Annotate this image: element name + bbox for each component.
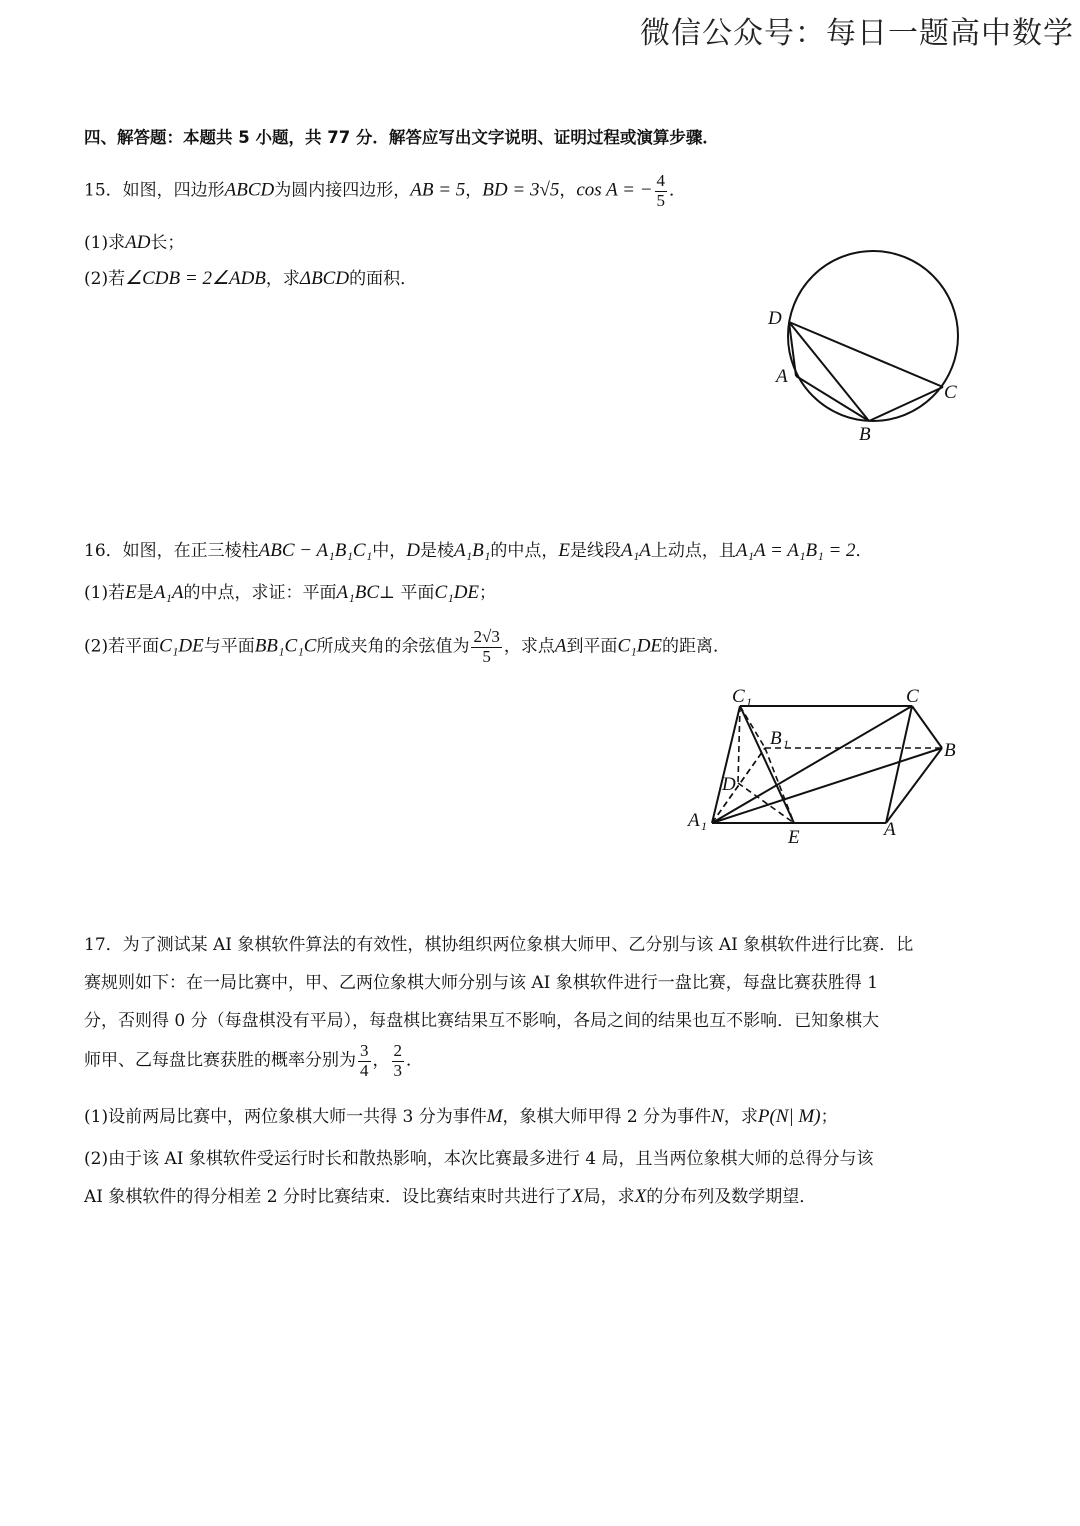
q15-label-d: D	[768, 308, 782, 329]
q17-text: AI 象棋软件的得分相差 2 分时比赛结束．设比赛结束时共进行了	[84, 1187, 573, 1207]
q16-math: A₁A	[153, 582, 184, 603]
q16-label-c1: C	[732, 686, 745, 707]
q16-text: 16．如图，在正三棱柱	[84, 541, 259, 561]
q15-end: ．	[669, 180, 687, 201]
q17-frac-den: 3	[393, 1060, 402, 1080]
q16-text: 到平面	[566, 636, 618, 657]
q16-label-sub: 1	[701, 819, 707, 833]
q15-part2	[84, 264, 417, 290]
q17-frac-den: 4	[360, 1060, 369, 1080]
q17-part2-line2	[84, 1182, 816, 1208]
q17-fraction-2	[392, 1042, 405, 1080]
q17-line4	[84, 1042, 423, 1080]
q15-diagonal	[789, 322, 869, 421]
q16-stem	[84, 536, 873, 562]
q16-label-c: C	[906, 686, 919, 707]
q17-frac-num: 2	[393, 1041, 402, 1060]
q15-stem-text: 为圆内接四边形，	[274, 180, 411, 201]
q15-part1-prefix: (1)求	[84, 233, 126, 253]
q16-math: E	[558, 540, 570, 561]
q15-part2-suffix: 的面积．	[349, 269, 418, 289]
q16-text: 中，	[372, 541, 407, 561]
q17-math: X	[634, 1186, 647, 1207]
q16-text: 的距离．	[662, 636, 731, 657]
q16-label-sub: 1	[783, 737, 789, 751]
q15-label-c: C	[944, 382, 957, 403]
q17-math: P(N| M)	[757, 1106, 821, 1127]
q16-edge	[712, 748, 942, 823]
q16-text: 是棱	[419, 541, 454, 561]
q15-label-a: A	[776, 366, 788, 387]
q15-fraction	[655, 172, 668, 210]
q16-math: C₁DE	[434, 582, 480, 603]
q15-segment	[789, 322, 943, 387]
q17-line2: 赛规则如下：在一局比赛中，甲、乙两位象棋大师分别与该 AI 象棋软件进行一盘比赛，每盘比赛获胜得 1	[84, 973, 879, 993]
q17-text: ；	[820, 1107, 838, 1127]
q17-math: X	[572, 1186, 584, 1207]
q16-edge	[712, 706, 740, 823]
q15-part2-mid: ，求	[265, 269, 300, 289]
watermark: 微信公众号：每日一题高中数学	[640, 16, 1074, 51]
q15-math-bd: BD = 3√5	[482, 179, 560, 201]
q17-text: 师甲、乙每盘比赛获胜的概率分别为	[84, 1050, 356, 1071]
q15-stem-text: 15．如图，四边形	[84, 180, 225, 201]
q15-label-b: B	[859, 424, 871, 445]
q15-part1-suffix: 长；	[150, 233, 185, 253]
q17-math: N	[711, 1106, 724, 1127]
q17-frac-num: 3	[360, 1041, 369, 1060]
q15-math-quad: ABCD	[224, 179, 275, 201]
q16-frac-den: 5	[482, 646, 491, 666]
q16-text: ；	[479, 583, 497, 603]
q17-text: ，求	[723, 1107, 758, 1127]
q16-math: A₁BC	[336, 582, 380, 603]
q16-text: 与平面	[203, 636, 255, 657]
q16-math: C₁DE	[617, 635, 663, 657]
q16-math: D	[406, 540, 420, 561]
q16-math: E	[125, 582, 137, 603]
q15-part1-math: AD	[125, 232, 151, 253]
q15-math-cos: cos A = −	[576, 179, 653, 201]
q16-part2	[84, 628, 730, 666]
q15-stem	[84, 172, 686, 210]
q16-math: C₁DE	[159, 635, 204, 657]
q15-circle	[788, 251, 958, 421]
q16-math: BB₁C₁C	[254, 635, 317, 657]
q16-label-b: B	[944, 740, 956, 761]
q16-label-d: D	[722, 774, 736, 795]
q17-line3: 分，否则得 0 分（每盘棋没有平局），每盘棋比赛结果互不影响，各局之间的结果也互不影响．已知象棋大	[84, 1011, 880, 1031]
q17-line1: 17．为了测试某 AI 象棋软件算法的有效性，棋协组织两位象棋大师甲、乙分别与该 AI 象棋软件进行比赛．比	[84, 935, 914, 955]
q16-label-sub: 1	[746, 695, 752, 709]
q16-text: ．	[855, 541, 873, 561]
q16-edge	[912, 706, 942, 748]
q16-label-b1: B	[770, 728, 782, 749]
q17-text: (1)设前两局比赛中，两位象棋大师一共得 3 分为事件	[84, 1107, 487, 1127]
q16-label-e: E	[788, 827, 800, 848]
q16-text: 的中点，	[490, 541, 559, 561]
q15-part2-math: ∠CDB = 2∠ADB	[125, 268, 266, 289]
q17-part2-line1: (2)由于该 AI 象棋软件受运行时长和散热影响，本次比赛最多进行 4 局，且当两位象棋大师的总得分与该	[84, 1149, 874, 1169]
q16-label-a: A	[884, 819, 896, 840]
q17-text: 的分布列及数学期望．	[646, 1187, 817, 1207]
q17-fraction-1	[358, 1042, 371, 1080]
q16-math: A₁A = A₁B₁ = 2	[735, 540, 856, 561]
q17-text: ，象棋大师甲得 2 分为事件	[502, 1107, 712, 1127]
q16-edge	[712, 706, 912, 823]
q16-text: 是线段	[570, 541, 621, 561]
q16-fraction	[471, 628, 501, 666]
q16-text: (2)若平面	[84, 636, 160, 657]
q15-part1	[84, 228, 184, 254]
q16-text: 的中点，求证：平面	[183, 583, 337, 603]
q16-text: ⊥ 平面	[379, 583, 435, 603]
q17-text: ，	[372, 1050, 390, 1071]
q15-frac-num: 4	[656, 171, 666, 190]
q15-sep: ，	[465, 180, 483, 201]
q16-frac-num: 2√3	[473, 627, 500, 646]
q15-segment	[869, 387, 943, 421]
q17-text: 局，求	[583, 1187, 635, 1207]
q16-dashed-edge	[738, 706, 740, 783]
q15-frac-den: 5	[656, 190, 666, 210]
section-header: 四、解答题：本题共 5 小题，共 77 分．解答应写出文字说明、证明过程或演算步骤．	[84, 128, 719, 147]
q15-part2-math2: ΔBCD	[299, 268, 350, 289]
q16-label-a1: A	[688, 810, 700, 831]
q16-part1	[84, 578, 496, 604]
q17-text: ．	[406, 1050, 423, 1071]
q16-math: A	[554, 635, 567, 657]
q16-text: 是	[136, 583, 154, 603]
q15-part2-prefix: (2)若	[84, 269, 126, 289]
q16-math: ABC − A₁B₁C₁	[258, 540, 373, 561]
q15-segment	[796, 376, 869, 421]
q15-sep: ，	[559, 180, 577, 201]
q16-text: 所成夹角的余弦值为	[316, 636, 470, 657]
q17-math: M	[486, 1106, 503, 1127]
q17-part1	[84, 1102, 838, 1128]
q16-text: (1)若	[84, 583, 126, 603]
q16-math: A₁A	[621, 540, 651, 561]
q15-math-ab: AB = 5	[410, 179, 466, 201]
q16-text: ，求点	[503, 636, 555, 657]
q16-figure	[680, 680, 980, 855]
q15-figure	[760, 250, 980, 450]
q16-math: A₁B₁	[453, 540, 491, 561]
q16-text: 上动点，且	[650, 541, 736, 561]
